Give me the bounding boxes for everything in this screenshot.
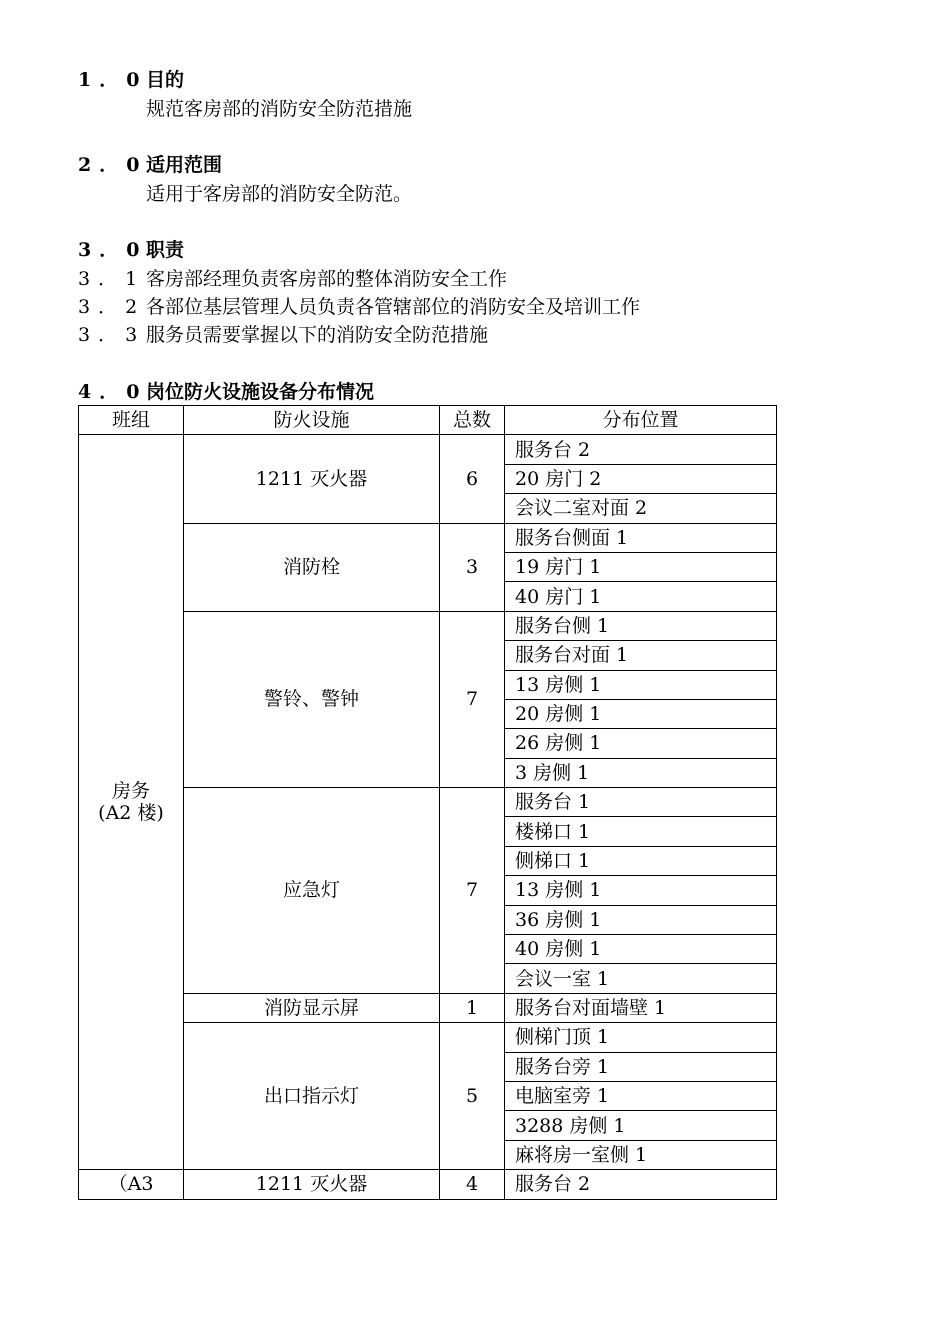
facility-cell: 消防栓: [184, 523, 440, 611]
section-title: 目的: [146, 69, 185, 91]
location-cell: 服务台对面墙壁 1: [505, 993, 777, 1022]
section-title: 适用范围: [146, 154, 223, 176]
responsibility-item: [78, 265, 507, 293]
section-number: 3．0: [78, 239, 148, 261]
location-cell: 服务台 2: [505, 435, 777, 464]
item-text: 服务员需要掌握以下的消防安全防范措施: [146, 324, 489, 346]
section-3-heading: [78, 236, 184, 264]
team-cell: [79, 435, 184, 1170]
table-row: [79, 993, 777, 1022]
table-row: [79, 788, 777, 817]
section-2-body: 适用于客房部的消防安全防范。: [146, 183, 413, 205]
location-cell: 13 房侧 1: [505, 670, 777, 699]
location-cell: 3288 房侧 1: [505, 1111, 777, 1140]
section-number: 1．0: [78, 69, 148, 91]
total-cell: 5: [440, 1023, 505, 1170]
section-number: 2．0: [78, 154, 148, 176]
item-number: 3．3: [78, 324, 146, 346]
location-cell: 楼梯口 1: [505, 817, 777, 846]
table-body: [79, 406, 777, 1200]
location-cell: 会议一室 1: [505, 964, 777, 993]
total-cell: 4: [440, 1170, 505, 1199]
facility-cell: 1211 灭火器: [184, 435, 440, 523]
facility-cell: 1211 灭火器: [184, 1170, 440, 1199]
location-cell: 服务台侧 1: [505, 611, 777, 640]
header-facility: 防火设施: [184, 406, 440, 435]
item-number: 3．1: [78, 268, 146, 290]
section-1-heading: [78, 66, 184, 94]
location-cell: 侧梯口 1: [505, 846, 777, 875]
location-cell: 36 房侧 1: [505, 905, 777, 934]
location-cell: 侧梯门顶 1: [505, 1023, 777, 1052]
location-cell: 40 房门 1: [505, 582, 777, 611]
facility-cell: 警铃、警钟: [184, 611, 440, 787]
location-cell: 20 房门 2: [505, 464, 777, 493]
responsibility-item: [78, 293, 640, 321]
section-number: 4．0: [78, 381, 148, 403]
total-cell: 7: [440, 611, 505, 787]
section-4-heading: [78, 378, 374, 406]
total-cell: 7: [440, 788, 505, 994]
fire-equipment-table: [78, 405, 777, 1200]
team-building: (A2 楼): [98, 802, 164, 825]
item-number: 3．2: [78, 296, 146, 318]
table-row: [79, 1023, 777, 1052]
item-text: 各部位基层管理人员负责各管辖部位的消防安全及培训工作: [146, 296, 641, 318]
facility-cell: 应急灯: [184, 788, 440, 994]
location-cell: 13 房侧 1: [505, 876, 777, 905]
team-name: 房务: [111, 780, 150, 803]
section-title: 岗位防火设施设备分布情况: [146, 381, 375, 403]
location-cell: 服务台对面 1: [505, 641, 777, 670]
table-header-row: [79, 406, 777, 435]
table-row: [79, 611, 777, 640]
location-cell: 服务台旁 1: [505, 1052, 777, 1081]
total-cell: 1: [440, 993, 505, 1022]
header-team: 班组: [79, 406, 184, 435]
location-cell: 26 房侧 1: [505, 729, 777, 758]
location-cell: 3 房侧 1: [505, 758, 777, 787]
location-cell: 服务台 2: [505, 1170, 777, 1199]
location-cell: 40 房侧 1: [505, 935, 777, 964]
location-cell: 电脑室旁 1: [505, 1081, 777, 1110]
facility-cell: 出口指示灯: [184, 1023, 440, 1170]
table-row: [79, 1170, 777, 1199]
facility-cell: 消防显示屏: [184, 993, 440, 1022]
team-cell: （A3: [79, 1170, 184, 1199]
total-cell: 6: [440, 435, 505, 523]
location-cell: 服务台 1: [505, 788, 777, 817]
section-2-heading: [78, 151, 222, 179]
header-total: 总数: [440, 406, 505, 435]
section-title: 职责: [146, 239, 185, 261]
header-location: 分布位置: [505, 406, 777, 435]
location-cell: 服务台侧面 1: [505, 523, 777, 552]
responsibility-item: [78, 321, 488, 349]
table-row: [79, 523, 777, 552]
item-text: 客房部经理负责客房部的整体消防安全工作: [146, 268, 508, 290]
location-cell: 会议二室对面 2: [505, 494, 777, 523]
location-cell: 20 房侧 1: [505, 699, 777, 728]
section-1-body: 规范客房部的消防安全防范措施: [146, 98, 413, 120]
table-row: [79, 435, 777, 464]
location-cell: 19 房门 1: [505, 552, 777, 581]
location-cell: 麻将房一室侧 1: [505, 1140, 777, 1169]
total-cell: 3: [440, 523, 505, 611]
